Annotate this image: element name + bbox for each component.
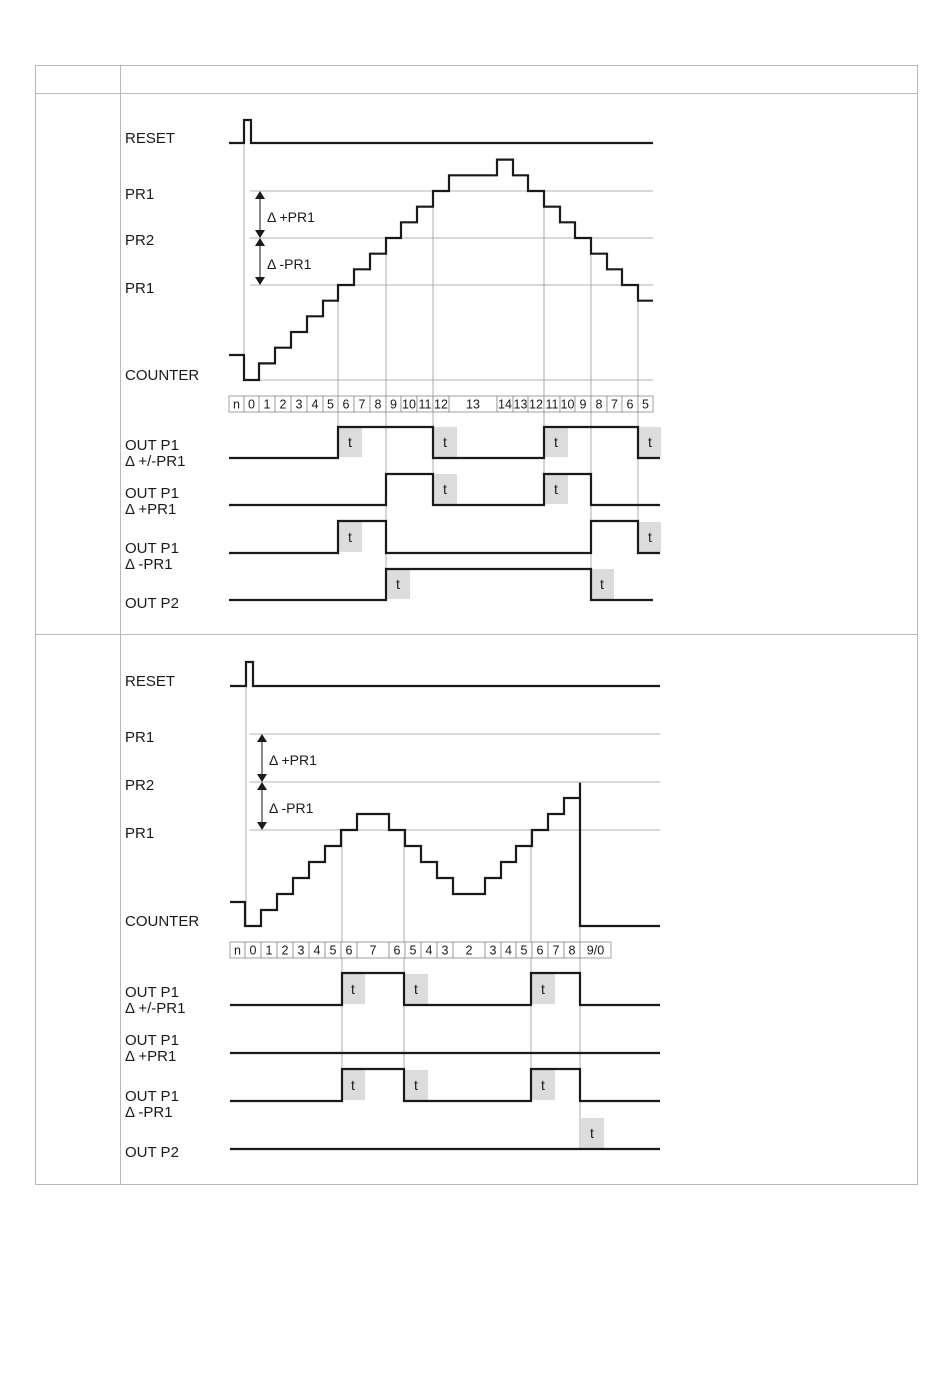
count-axis-tick-label: 3 (297, 943, 305, 958)
label-reset: RESET (125, 673, 176, 690)
panel-2 (125, 662, 660, 1161)
count-axis-tick-label: 5 (329, 943, 337, 958)
count-axis-tick-label: 2 (281, 943, 289, 958)
count-axis-tick-label: 4 (425, 943, 433, 958)
count-axis-tick-label: 1 (263, 397, 271, 412)
reset-waveform (230, 662, 660, 686)
count-axis-tick-label: 0 (249, 943, 257, 958)
label-pr1-high: PR1 (125, 729, 155, 746)
timer-label: t (348, 434, 352, 450)
count-axis-tick-label: 8 (568, 943, 576, 958)
reset-waveform (229, 120, 653, 143)
out-p1-delta-minus-waveform (230, 1069, 660, 1101)
label-delta-plus: Δ +PR1 (125, 501, 177, 518)
count-axis-tick-label: 6 (342, 397, 350, 412)
label-out-p1: OUT P1 (125, 437, 179, 454)
timer-label: t (554, 434, 558, 450)
arrow-plus-head-down (255, 230, 265, 238)
count-axis-tick-label: 11 (545, 397, 559, 412)
arrow-minus-head-up (257, 782, 267, 790)
panel-1 (125, 120, 661, 612)
count-axis-tick-label: 5 (520, 943, 528, 958)
count-axis-tick-label: n (234, 943, 241, 958)
count-axis-tick-label: 4 (505, 943, 512, 958)
count-axis-tick-label: 6 (345, 943, 353, 958)
arrow-minus-head-down (255, 277, 265, 285)
count-axis-tick-label: 9 (390, 397, 397, 412)
label-out-p2: OUT P2 (125, 595, 179, 612)
count-axis-tick-label: n (233, 397, 240, 412)
label-counter: COUNTER (125, 913, 200, 930)
count-axis-tick-label: 2 (465, 943, 473, 958)
timer-label: t (554, 481, 558, 497)
timer-label: t (414, 1077, 418, 1093)
count-axis-tick-label: 0 (248, 397, 255, 412)
label-out-p1: OUT P1 (125, 984, 179, 1001)
label-reset: RESET (125, 130, 176, 147)
arrow-minus-head-down (257, 822, 267, 830)
count-axis-tick-label: 5 (327, 397, 334, 412)
label-pr2: PR2 (125, 777, 155, 794)
label-out-p1: OUT P1 (125, 540, 179, 557)
label-delta-minus: Δ -PR1 (125, 1104, 173, 1121)
label-pr2: PR2 (125, 232, 155, 249)
label-delta-pm: Δ +/-PR1 (125, 453, 186, 470)
label-out-p1: OUT P1 (125, 485, 179, 502)
arrow-plus-head-down (257, 774, 267, 782)
label-counter: COUNTER (125, 367, 200, 384)
count-axis-tick-label: 9/0 (586, 943, 605, 958)
count-axis-tick-label: 8 (595, 397, 603, 412)
timer-label: t (348, 529, 352, 545)
count-axis-tick-label: 9 (579, 397, 587, 412)
count-axis-tick-label: 10 (402, 397, 416, 412)
timer-label: t (396, 576, 400, 592)
count-axis-tick-label: 12 (529, 397, 543, 412)
timer-label: t (590, 1125, 594, 1141)
arrow-minus-head-up (255, 238, 265, 246)
out-p1-delta-pm-waveform (230, 973, 660, 1005)
timer-label: t (443, 481, 447, 497)
count-axis-tick-label: 7 (358, 397, 366, 412)
count-axis-tick-label: 13 (513, 397, 528, 412)
timer-label: t (600, 576, 604, 592)
count-axis-tick-label: 13 (466, 397, 480, 412)
label-out-p1: OUT P1 (125, 1032, 179, 1049)
arrow-plus-head-up (255, 191, 265, 199)
count-axis-tick-label: 7 (611, 397, 618, 412)
count-axis (230, 942, 611, 958)
timer-label: t (443, 434, 447, 450)
count-axis-tick-label: 3 (441, 943, 449, 958)
count-axis (229, 396, 653, 412)
count-axis-tick-label: 11 (418, 397, 432, 412)
timer-label: t (648, 434, 652, 450)
count-axis-tick-label: 4 (311, 397, 319, 412)
timer-label: t (351, 981, 355, 997)
count-axis-tick-label: 12 (434, 397, 448, 412)
label-delta-pm: Δ +/-PR1 (125, 1000, 186, 1017)
count-axis-tick-label: 5 (409, 943, 417, 958)
arrow-minus-label: Δ -PR1 (269, 800, 314, 816)
out-p1-delta-minus-waveform (229, 521, 660, 553)
arrow-minus-label: Δ -PR1 (267, 256, 312, 272)
label-out-p1: OUT P1 (125, 1088, 179, 1105)
count-axis-tick-label: 1 (265, 943, 273, 958)
count-axis-tick-label: 3 (489, 943, 497, 958)
count-axis-tick-label: 5 (642, 397, 649, 412)
out-p2-waveform (229, 569, 653, 600)
count-axis-tick-label: 4 (313, 943, 321, 958)
label-pr1-high: PR1 (125, 186, 155, 203)
arrow-plus-head-up (257, 734, 267, 742)
label-pr1-low: PR1 (125, 825, 155, 842)
arrow-plus-label: Δ +PR1 (269, 752, 317, 768)
timer-boxes (342, 974, 604, 1148)
timer-label: t (541, 981, 545, 997)
label-out-p2: OUT P2 (125, 1144, 179, 1161)
count-axis-tick-label: 2 (279, 397, 287, 412)
label-pr1-low: PR1 (125, 280, 155, 297)
timer-label: t (648, 529, 652, 545)
count-axis-tick-label: 6 (536, 943, 544, 958)
label-delta-plus: Δ +PR1 (125, 1048, 177, 1065)
timer-label: t (541, 1077, 545, 1093)
count-axis-tick-label: 6 (393, 943, 401, 958)
count-axis-tick-label: 7 (369, 943, 377, 958)
count-axis-tick-label: 8 (374, 397, 382, 412)
count-axis-tick-label: 14 (498, 397, 512, 412)
count-axis-tick-label: 3 (295, 397, 303, 412)
arrow-plus-label: Δ +PR1 (267, 209, 315, 225)
count-axis-tick-label: 6 (626, 397, 634, 412)
label-delta-minus: Δ -PR1 (125, 556, 173, 573)
count-axis-tick-label: 10 (560, 397, 575, 412)
timer-boxes (339, 427, 661, 599)
timer-label: t (414, 981, 418, 997)
count-axis-tick-label: 7 (552, 943, 560, 958)
timer-label: t (351, 1077, 355, 1093)
